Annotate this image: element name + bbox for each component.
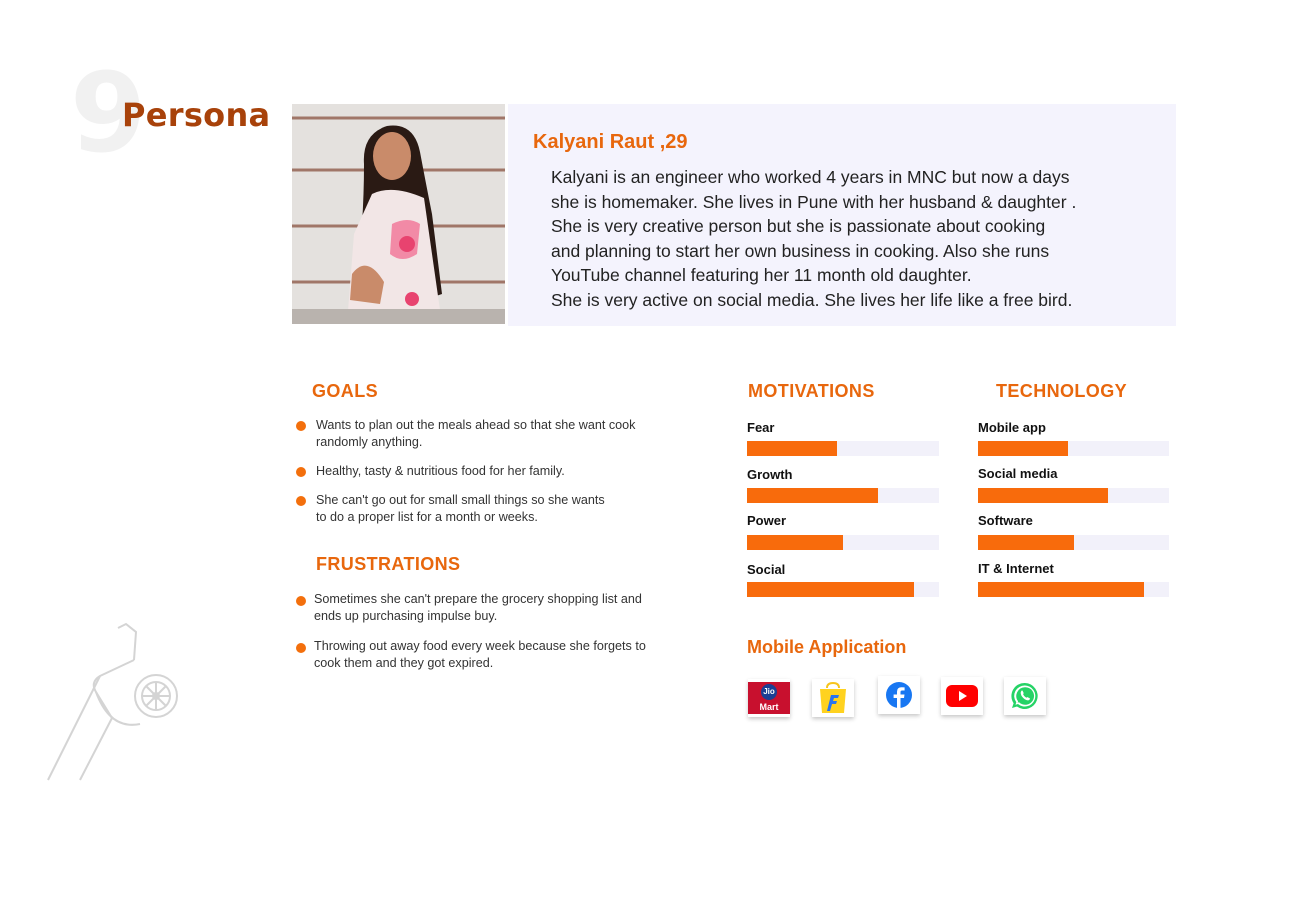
- section-number: 9: [70, 49, 147, 177]
- motivation-bar-fill: [747, 441, 837, 456]
- frustration-item: Sometimes she can't prepare the grocery shopping list and ends up purchasing impulse buy.: [314, 592, 642, 623]
- whatsapp-icon[interactable]: [1004, 677, 1046, 715]
- goal-item: Healthy, tasty & nutritious food for her family.: [316, 464, 565, 478]
- motivation-bar-social: [747, 582, 939, 597]
- motivation-bar-power: [747, 535, 939, 550]
- facebook-logo: [885, 681, 913, 709]
- motivation-label-growth: Growth: [747, 467, 793, 482]
- technology-label-it-internet: IT & Internet: [978, 561, 1054, 576]
- technology-bar-it-internet: [978, 582, 1169, 597]
- bullet-icon: [296, 596, 306, 606]
- facebook-icon[interactable]: [878, 676, 920, 714]
- bullet-icon: [296, 496, 306, 506]
- frustration-item: Throwing out away food every week because she forgets to cook them and they got expired.: [314, 639, 646, 670]
- grocery-cart-icon: [40, 620, 190, 790]
- youtube-icon[interactable]: [941, 677, 983, 715]
- persona-bio: Kalyani is an engineer who worked 4 years in MNC but now a days she is homemaker. She lives in Pune with her husband & daughter . She is very creative person but she is passionate about cooking and planning to start her own business in cooking. Also she runs YouTube channel featuring her 11 month old daughter. She is very active on social media. She lives her life like a free bird.: [551, 167, 1077, 310]
- motivation-bar-fill: [747, 582, 914, 597]
- youtube-logo: [946, 684, 978, 708]
- technology-bar-mobile-app: [978, 441, 1169, 456]
- flipkart-icon[interactable]: [812, 679, 854, 717]
- frustrations-heading: FRUSTRATIONS: [316, 554, 461, 574]
- motivation-bar-growth: [747, 488, 939, 503]
- whatsapp-logo: [1009, 680, 1041, 712]
- motivation-label-social: Social: [747, 562, 786, 577]
- technology-bar-fill: [978, 441, 1068, 456]
- technology-label-social-media: Social media: [978, 466, 1058, 481]
- motivation-label-power: Power: [747, 513, 787, 528]
- bullet-icon: [296, 643, 306, 653]
- jiomart-logo: [748, 682, 790, 714]
- jiomart-jio-text: Jio: [761, 684, 777, 700]
- technology-heading: TECHNOLOGY: [996, 381, 1128, 401]
- bullet-icon: [296, 467, 306, 477]
- persona-name: Kalyani Raut ,29: [533, 131, 688, 153]
- technology-bar-social-media: [978, 488, 1169, 503]
- technology-bar-fill: [978, 582, 1144, 597]
- technology-bar-fill: [978, 488, 1108, 503]
- motivation-label-fear: Fear: [747, 420, 775, 435]
- goal-item: She can't go out for small small things so she wants to do a proper list for a month or weeks.: [316, 493, 605, 524]
- jiomart-mart-text: Mart: [759, 702, 779, 712]
- mobile-application-heading: Mobile Application: [747, 637, 907, 657]
- technology-label-mobile-app: Mobile app: [978, 420, 1046, 435]
- motivation-bar-fill: [747, 488, 878, 503]
- motivation-bar-fill: [747, 535, 843, 550]
- goal-item: Wants to plan out the meals ahead so that she want cook randomly anything.: [316, 418, 636, 449]
- flipkart-logo: [816, 681, 850, 715]
- bullet-icon: [296, 421, 306, 431]
- jiomart-icon[interactable]: [748, 679, 790, 717]
- motivation-bar-fear: [747, 441, 939, 456]
- goals-heading: GOALS: [312, 381, 379, 401]
- motivations-heading: MOTIVATIONS: [748, 381, 875, 401]
- persona-photo: [292, 104, 505, 324]
- technology-bar-fill: [978, 535, 1074, 550]
- technology-bar-software: [978, 535, 1169, 550]
- technology-label-software: Software: [978, 513, 1033, 528]
- page-title: Persona: [122, 96, 271, 134]
